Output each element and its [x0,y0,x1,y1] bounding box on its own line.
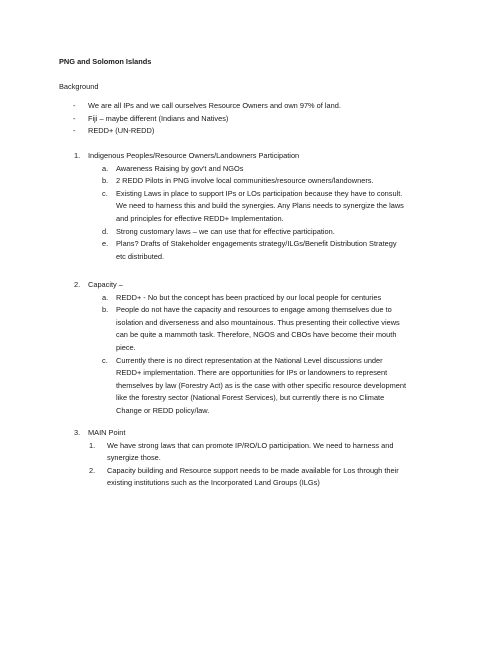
list-item [59,292,488,305]
section-heading-text: MAIN Point [88,428,126,437]
dash-bullet: - [73,101,76,110]
item-line: Awareness Raising by gov't and NGOs [116,163,244,173]
sub-list [59,292,449,418]
item-line: REDD+ implementation. There are opportunities for IPs or landowners to represent [116,368,388,378]
item-letter: c. [102,188,108,198]
list-item [59,188,488,226]
list-item-text: Fiji – maybe different (Indians and Natives) [88,113,229,123]
list-item [59,355,488,418]
item-number: 1. [89,440,96,450]
section-number: 3. [74,428,81,437]
item-line: We have strong laws that can promote IP/RO/LO participation. We need to harness and [107,440,394,450]
item-line: Existing Laws in place to support IPs or LOs participation because they have to consult. [116,188,403,198]
item-line: synergize those. [107,453,161,463]
item-letter: e. [102,239,109,249]
list-item [59,125,449,138]
section-participation [59,150,449,263]
item-line: Currently there is no direct representation at the National Level discussions under [116,355,383,365]
item-number: 2. [89,465,96,475]
section-number: 1. [74,151,81,160]
sub-list [59,440,449,490]
item-line: Strong customary laws – we can use that for effective participation. [116,226,335,236]
list-item [59,100,449,113]
list-item [59,113,449,126]
section-heading-text: Capacity – [88,280,123,289]
list-item-text: REDD+ (UN-REDD) [88,126,155,136]
item-line: and principles for effective REDD+ Implementation. [116,213,284,223]
item-line: People do not have the capacity and resources to engage among themselves due to [116,305,392,315]
item-line: like the forestry sector (National Forest Services), but currently there is no Climate [116,393,385,403]
background-list [59,100,449,138]
item-line: etc distributed. [116,251,165,261]
list-item [59,465,449,490]
item-letter: c. [102,355,108,365]
item-line: themselves by law (Forestry Act) as is the case with other specific resource development [116,380,406,390]
list-item [59,175,488,188]
item-line: existing institutions such as the Incorporated Land Groups (ILGs) [107,478,320,488]
item-letter: a. [102,163,109,173]
item-letter: b. [102,305,109,315]
section-heading [59,150,449,163]
item-line: Capacity building and Resource support needs to be made available for Los through their [107,465,399,475]
item-line: REDD+ - No but the concept has been practiced by our local people for centuries [116,292,382,302]
item-line: 2 REDD Pilots in PNG involve local communities/resource owners/landowners. [116,176,374,186]
section-capacity [59,279,449,418]
list-item [59,440,449,465]
section-heading [59,427,449,440]
list-item [59,238,488,263]
item-letter: a. [102,292,109,302]
dash-bullet: - [73,126,76,136]
item-line: isolation and diverseness and also mountainous. Thus presenting their collective views [116,317,400,327]
item-line: We need to harness this and build the synergies. Any Plans needs to synergize the laws [116,201,404,211]
item-letter: d. [102,226,109,236]
sub-list [59,163,449,264]
item-line: can be quite a mammoth task. Therefore, NGOS and CBOs have become their mouth [116,330,397,340]
list-item [59,304,488,354]
item-letter: b. [102,176,109,186]
list-item [59,163,488,176]
item-line: Plans? Drafts of Stakeholder engagements strategy/ILGs/Benefit Distribution Strategy [116,239,397,249]
item-line: Change or REDD policy/law. [116,405,210,415]
background-heading: Background [59,82,99,91]
section-number: 2. [74,280,81,289]
section-main-point [59,427,449,490]
list-item [59,226,488,239]
section-heading [59,279,449,292]
list-item-text: We are all IPs and we call ourselves Resource Owners and own 97% of land. [88,101,341,110]
dash-bullet: - [73,113,76,123]
item-line: piece. [116,342,136,352]
section-heading-text: Indigenous Peoples/Resource Owners/Landowners Participation [88,151,300,160]
document-title: PNG and Solomon Islands [59,57,152,66]
